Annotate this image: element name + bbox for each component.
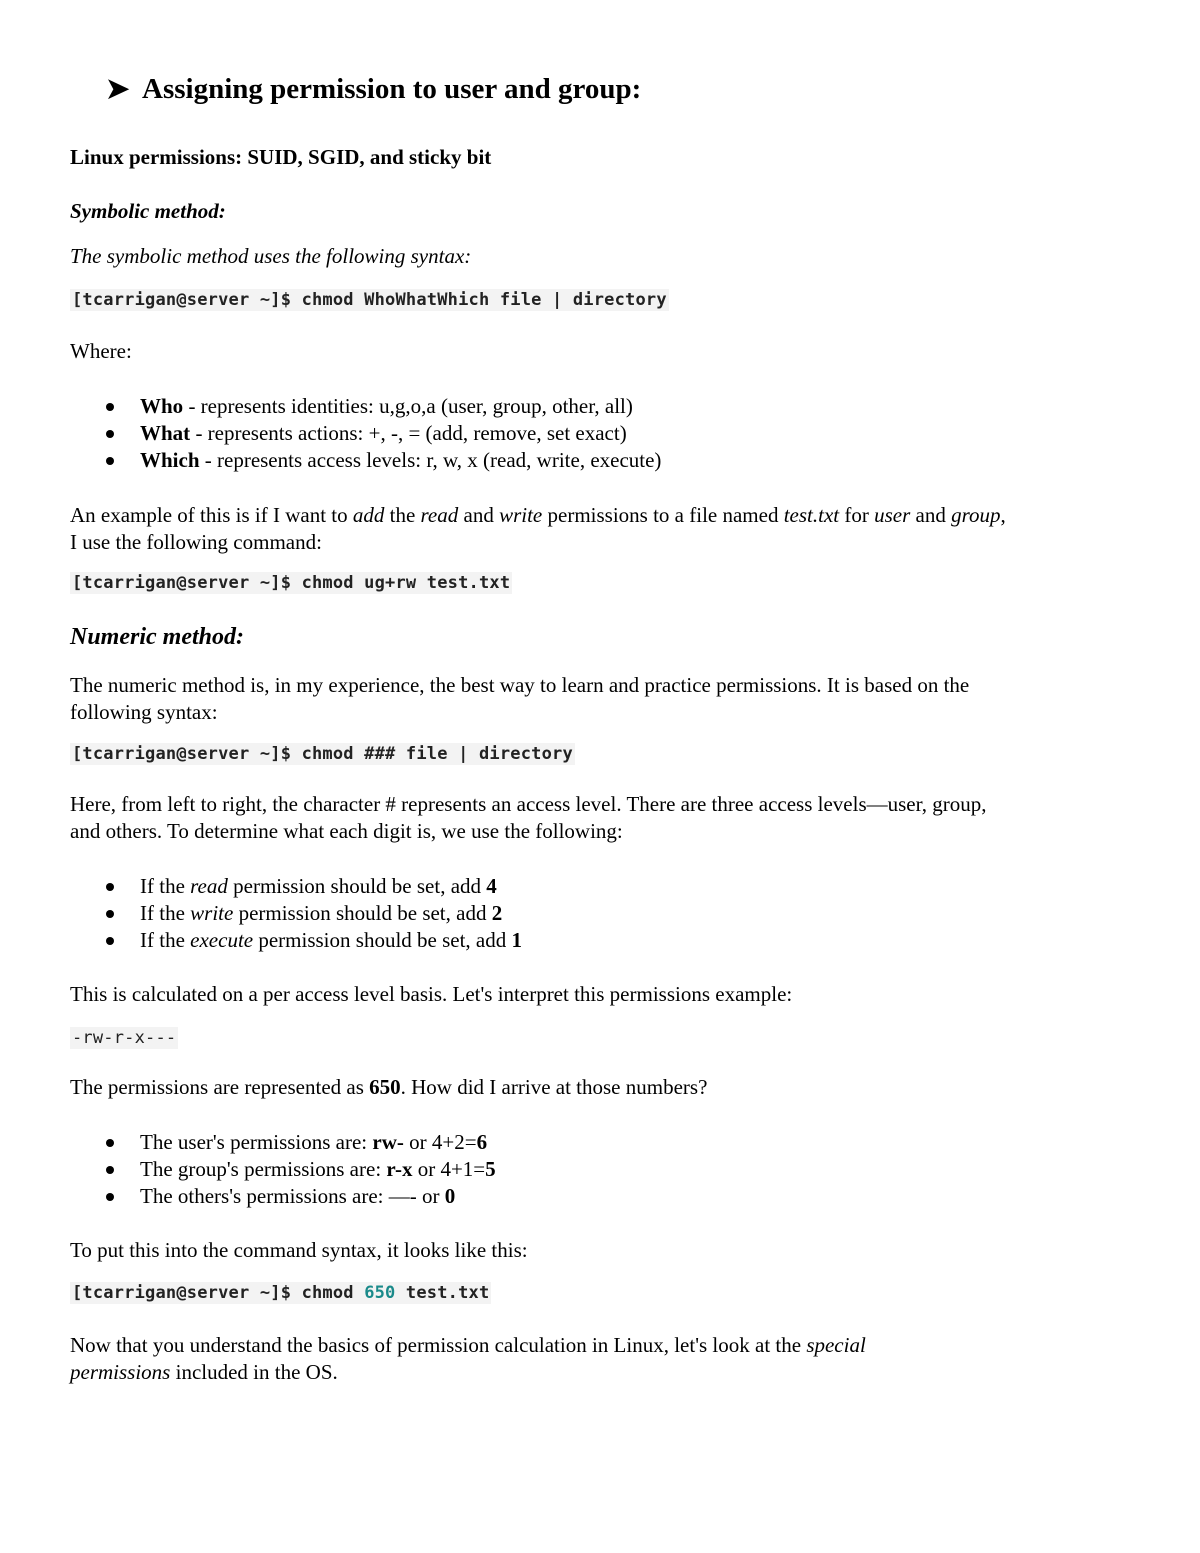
symbolic-example-paragraph: [70, 502, 1130, 556]
bullet-icon: [106, 937, 114, 945]
list-item: [70, 900, 522, 927]
list-item: [70, 447, 661, 474]
text-run: —-: [388, 1184, 417, 1208]
text-line: Here, from left to right, the character # represents an access level. There are three access levels—user, group,: [70, 792, 987, 816]
text-run: or 4+1=: [412, 1157, 486, 1181]
text-run: user: [874, 503, 911, 527]
bullet-icon: [106, 1139, 114, 1147]
put-paragraph: To put this into the command syntax, it looks like this:: [70, 1238, 528, 1262]
text-run: ,: [1000, 503, 1006, 527]
text-run: group: [951, 503, 1001, 527]
text-run: 6: [476, 1130, 488, 1154]
numeric-title: Numeric method:: [70, 624, 244, 650]
text-run: 5: [485, 1157, 496, 1181]
code-run: test.txt: [395, 1283, 490, 1303]
bullet-icon: [106, 1193, 114, 1201]
final-cmd-code: [70, 1282, 491, 1304]
text-run: r-x: [386, 1157, 413, 1181]
text-run: and: [458, 503, 500, 527]
text-run: or 4+2=: [403, 1130, 477, 1154]
text-run: 1: [511, 928, 522, 952]
text-run: permission should be set, add: [253, 928, 512, 952]
list-term: Which: [140, 448, 200, 472]
main-heading: [106, 72, 641, 106]
text-run: The permissions are represented as: [70, 1075, 370, 1099]
text-run: If the: [140, 874, 191, 898]
text-run: read: [190, 874, 228, 898]
list-item: [70, 873, 522, 900]
list-desc: - represents actions: +, -, = (add, remove, set exact): [190, 421, 627, 445]
symbolic-syntax-block: [70, 286, 669, 311]
breakdown-list: [70, 1129, 496, 1210]
text-line: The numeric method is, in my experience, the best way to learn and practice permissions. It is based on the: [70, 673, 970, 697]
text-run: permission should be set, add: [233, 901, 492, 925]
symbolic-intro: The symbolic method uses the following syntax:: [70, 244, 472, 268]
text-run: 2: [491, 901, 503, 925]
text-run: The group's permissions are:: [140, 1157, 387, 1181]
numeric-syntax-block: [70, 740, 575, 765]
symbolic-syntax-code: [tcarrigan@server ~]$ chmod WhoWhatWhich file | directory: [72, 290, 667, 310]
text-run: included in the OS.: [170, 1360, 338, 1384]
list-item: [70, 1183, 496, 1210]
text-run: Now that you understand the basics of permission calculation in Linux, let's look at the: [70, 1333, 807, 1357]
text-run: The others's permissions are:: [140, 1184, 389, 1208]
text-run: 4: [486, 874, 497, 898]
where-label: Where:: [70, 339, 132, 363]
text-run: permissions: [70, 1360, 171, 1384]
arrow-bullet-icon: ➤: [106, 74, 130, 105]
text-run: the: [384, 503, 421, 527]
numeric-here-paragraph: [70, 791, 1130, 845]
represented-paragraph: [70, 1075, 707, 1100]
code-number: 650: [364, 1283, 396, 1303]
list-term: What: [140, 421, 191, 445]
bullet-icon: [106, 457, 114, 465]
text-line: I use the following command:: [70, 530, 322, 554]
code-run: [tcarrigan@server ~]$ chmod: [72, 1283, 365, 1303]
text-run: 650: [369, 1075, 401, 1099]
text-line: following syntax:: [70, 700, 218, 724]
subheading: Linux permissions: SUID, SGID, and sticky bit: [70, 145, 492, 169]
text-run: rw-: [372, 1130, 404, 1154]
list-desc: - represents access levels: r, w, x (read, write, execute): [199, 448, 662, 472]
text-run: The user's permissions are:: [140, 1130, 373, 1154]
numeric-syntax-code: [tcarrigan@server ~]$ chmod ### file | directory: [72, 744, 573, 764]
text-run: If the: [140, 901, 191, 925]
list-desc: - represents identities: u,g,o,a (user, group, other, all): [183, 394, 633, 418]
text-run: If the: [140, 928, 191, 952]
text-run: test.txt: [783, 503, 840, 527]
text-run: permission should be set, add: [227, 874, 487, 898]
list-item: [70, 1156, 496, 1183]
text-run: permissions to a file named: [542, 503, 784, 527]
perm-example-block: [70, 1024, 178, 1049]
text-run: . How did I arrive at those numbers?: [400, 1075, 708, 1099]
text-run: read: [420, 503, 459, 527]
text-run: add: [352, 503, 385, 527]
numeric-intro-paragraph: [70, 672, 1130, 726]
text-run: special: [806, 1333, 866, 1357]
list-term: Who: [140, 394, 184, 418]
bullet-icon: [106, 910, 114, 918]
text-run: 0: [444, 1184, 456, 1208]
final-cmd-block: [70, 1279, 491, 1304]
bullet-icon: [106, 883, 114, 891]
numeric-rules-list: [70, 873, 522, 954]
list-item: [70, 420, 661, 447]
text-line: and others. To determine what each digit is, we use the following:: [70, 819, 623, 843]
symbolic-example-block: [70, 569, 512, 594]
perm-example-code: -rw-r-x---: [72, 1028, 177, 1048]
symbolic-title: Symbolic method:: [70, 199, 226, 223]
text-run: execute: [190, 928, 254, 952]
text-run: write: [190, 901, 234, 925]
text-run: or: [416, 1184, 445, 1208]
symbolic-list: [70, 393, 661, 474]
text-run: and: [910, 503, 952, 527]
bullet-icon: [106, 403, 114, 411]
list-item: [70, 927, 522, 954]
text-run: write: [499, 503, 543, 527]
text-run: for: [839, 503, 875, 527]
list-item: [70, 393, 661, 420]
text-run: An example of this is if I want to: [70, 503, 353, 527]
calc-paragraph: This is calculated on a per access level basis. Let's interpret this permissions example:: [70, 982, 793, 1006]
main-heading-text: Assigning permission to user and group:: [142, 73, 642, 105]
list-item: [70, 1129, 496, 1156]
bullet-icon: [106, 430, 114, 438]
closing-paragraph: [70, 1332, 1130, 1386]
symbolic-example-code: [tcarrigan@server ~]$ chmod ug+rw test.txt: [72, 573, 511, 593]
bullet-icon: [106, 1166, 114, 1174]
